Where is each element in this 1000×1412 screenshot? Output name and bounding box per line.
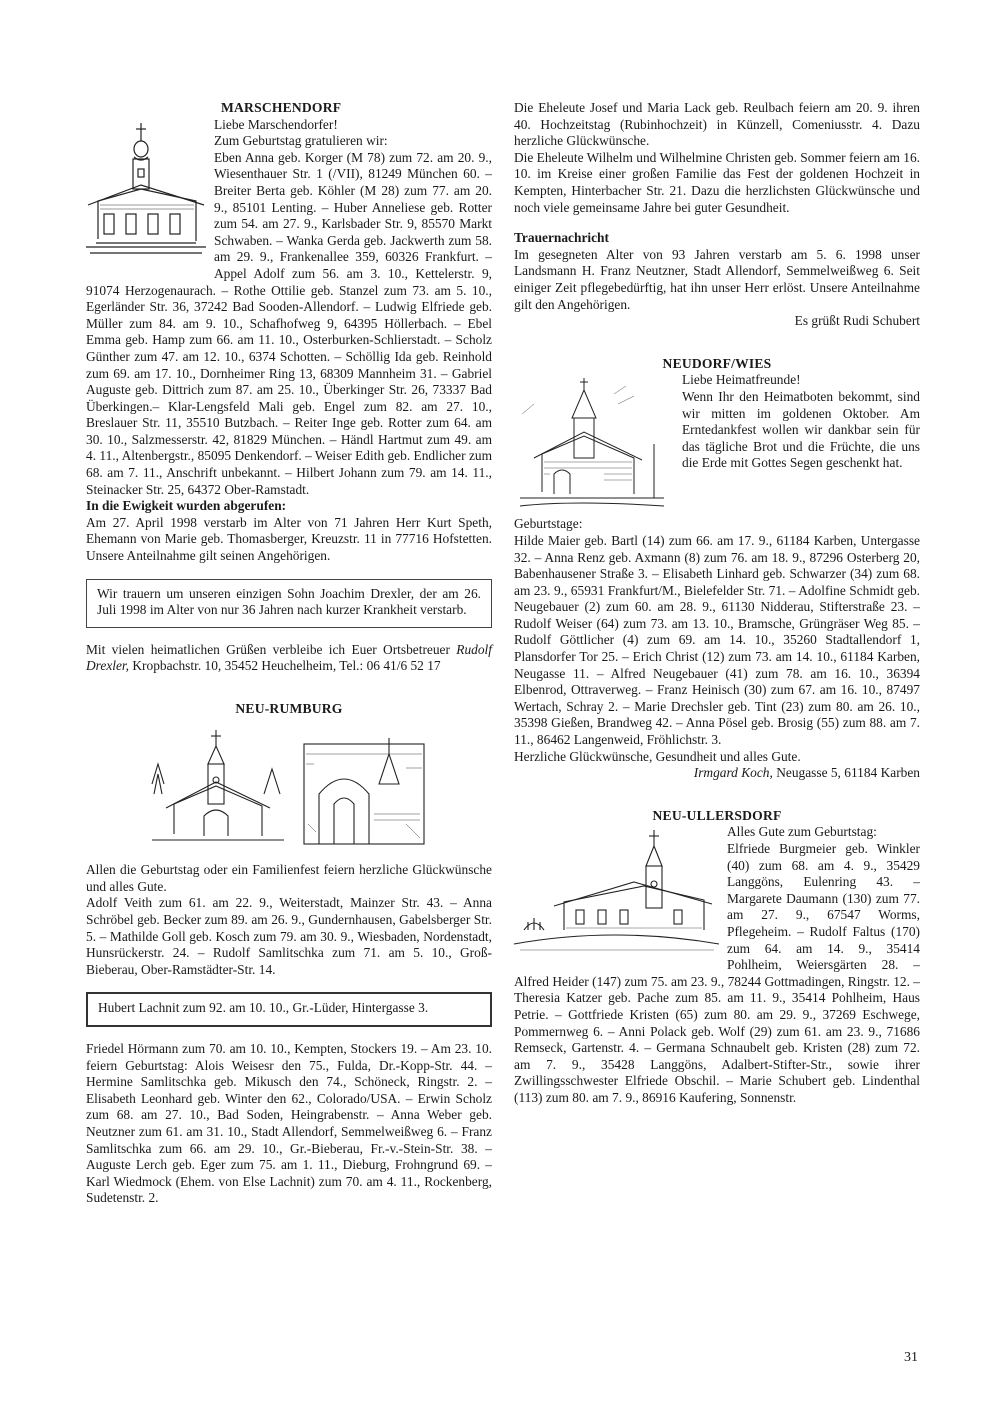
left-column: [86, 100, 493, 1206]
closing-name: Rudolf Drexler,: [86, 641, 493, 674]
obituary-heading: Trauernachricht: [514, 230, 609, 246]
eternity-text: Am 27. April 1998 verstarb im Alter von 71 Jahren Herr Kurt Speth, Ehemann von Marie geb. Thomasberger, Kreuzstr. 11 in 77716 Hofstetten. Unsere Anteilnahme gilt seinen Angehörigen.: [86, 514, 492, 564]
right-column: [514, 100, 920, 1107]
church-illustration-neu-rumburg: [86, 724, 492, 859]
mourning-box: [86, 579, 492, 628]
neu-rumburg-couple1: Die Eheleute Josef und Maria Lack geb. Reulbach feiern am 20. 9. ihren 40. Hochzeitstag (Rubinhochzeit) in Künzell, Comeniusstr. 4. Dazu herzliche Glückwünsche.: [514, 100, 920, 149]
section-title-neudorf-wies: NEUDORF/WIES: [662, 355, 772, 371]
church-illustration-marschendorf: [86, 119, 206, 269]
section-title-neu-rumburg: NEU-RUMBURG: [235, 701, 343, 716]
marschendorf-closing: [86, 642, 492, 675]
mourning-box-text: Wir trauern um unseren einzigen Sohn Joachim Drexler, der am 26. Juli 1998 im Alter von nur 36 Jahren nach kurzer Krankheit verstarb.: [97, 585, 481, 618]
neudorf-signature-name: Irmgard Koch,: [693, 765, 773, 781]
neudorf-greeting: Liebe Heimatfreunde!: [682, 372, 801, 388]
neudorf-signature: [514, 765, 920, 782]
marschendorf-intro: Zum Geburtstag gratulieren wir:: [214, 133, 388, 149]
page-number: 31: [904, 1350, 918, 1365]
eternity-heading: In die Ewigkeit wurden abgerufen:: [86, 498, 287, 514]
neu-rumburg-couple2: Die Eheleute Wilhelm und Wilhelmine Christen geb. Sommer feiern am 16. 10. im Kreise einer großen Familie das Fest der goldenen Hochzeit in Kempten, Hinterbacher Str. 21. Dazu die herzlichsten Glückwünsche und noch viele gemeinsame Jahre bei guter Gesundheit.: [514, 149, 921, 215]
neu-ullersdorf-intro: Alles Gute zum Geburtstag:: [727, 824, 877, 840]
obituary-text: Im gesegneten Alter von 93 Jahren verstarb am 5. 6. 1998 unser Landsmann H. Franz Neutzner, Stadt Allendorf, Semmelweißweg 6. Seit einiger Zeit pflegebedürftig, hat ihn unser Herr erlöst. Unsere Anteilnahme gilt den Angehörigen.: [514, 246, 920, 312]
neudorf-birthdays-heading: Geburtstage:: [514, 516, 583, 532]
rumburg-signature: Es grüßt Rudi Schubert: [794, 313, 920, 329]
section-title-neu-ullersdorf: NEU-ULLERSDORF: [652, 807, 782, 823]
closing-address: Kropbachstr. 10, 35452 Heuchelheim, Tel.: 06 41/6 52 17: [132, 658, 441, 674]
section-title-marschendorf: MARSCHENDORF: [221, 100, 342, 115]
neudorf-closing: Herzliche Glückwünsche, Gesundheit und alles Gute.: [514, 748, 801, 764]
marschendorf-greeting: Liebe Marschendorfer!: [214, 116, 338, 132]
marschendorf-birthdays: Eben Anna geb. Korger (M 78) zum 72. am 20. 9., Wiesenthauer Str. 1 (/VII), 81249 München 60. – Breiter Berta geb. Köhler (M 28) zum 77. am 20. 9., 85101 Lenting. – Huber Anneliese geb. Rotter zum 54. am 27. 9., Karlsbader Str. 9, 85570 Markt Schwaben. – Wanka Gerda geb. Jackwerth zum 58. am 29. 9., Frankenallee 359, 60326 Frankfurt. – Appel Adolf zum 56. am 3. 10., Kettelerstr. 9, 91074 Herzogenaurach. – Rothe Ottilie geb. Stanzel zum 73. am 5. 10., Egerländer Str. 36, 37242 Bad Sooden-Allendorf. – Ludwig Elfriede geb. Müller zum 84. am 9. 10., Schafhofweg 9, 64395 Höllerbach. – Ebel Emma geb. Hamp zum 66. am 11. 10., Osterburken-Schlierstadt. – Scholz Günther zum 47. am 12. 10., 6374 Schotten. – Schöllig Ida geb. Reinhold zum 69. am 17. 10., Dornheimer Ring 13, 68309 Mannheim 31. – Gabriel Auguste geb. Dittrich zum 87. am 25. 10., Überkinger Str. 26, 73337 Bad Überkingen.– Klar-Lengsfeld Mali geb. Engel zum 82. am 27. 10., Breslauer Str. 11, 35510 Butzbach. – Reiter Inge geb. Rotter zum 64. am 30. 10., Salzmesserstr. 42, 81829 München. – Händl Hartmut zum 49. am 4. 11., Altenbergstr., 85095 Denkendorf. – Weiser Edith geb. Endlicher zum 68. am 7. 11., Anschrift unbekannt. – Hilbert Johann zum 79. am 14. 11., Steinacker Str. 25, 64372 Ober-Ramstadt.: [86, 149, 492, 497]
church-illustration-neudorf: [514, 374, 674, 514]
neu-rumburg-intro: Allen die Geburtstag oder ein Familienfest feiern herzliche Glückwünsche und alles Gute.: [86, 862, 492, 894]
neudorf-intro: Wenn Ihr den Heimatboten bekommt, sind wir mitten im goldenen Oktober. Am Erntedankfest wollen wir dankbar sein für das tägliche Brot und die Früchte, die uns die Erde mit Gottes Segen geschenkt hat.: [682, 388, 920, 471]
neu-rumburg-more-birthdays: Friedel Hörmann zum 70. am 10. 10., Kempten, Stockers 19. – Am 23. 10. feiern Geburtstag: Alois Weisesr den 75., Fulda, Dr.-Kopp-Str. 44. – Hermine Samlitschka geb. Mikusch den 74., Schöneck, Ringstr. 2. – Elisabeth Leonhard geb. Winter den 62., Colorado/USA. – Erwin Scholz zum 68. am 27. 10., Bad Soden, Heingrabenstr. – Anna Weber geb. Neutzner zum 61. am 31. 10., Stadt Allendorf, Semmelweißweg 6. – Franz Samlitschka zum 66. am 29. 10., Gr.-Bieberau, Fr.-v.-Stein-Str. 38. – Auguste Lerch geb. Eger zum 75. am 1. 11., Dieburg, Frohngrund 69. – Karl Wiedmock (Ehem. von Else Lachnit) zum 70. am 4. 11., Rockenberg, Sudetenstr. 2.: [86, 1040, 492, 1206]
closing-text: Mit vielen heimatlichen Grüßen verbleibe ich Euer Ortsbetreuer: [86, 641, 450, 657]
lachnit-box: [86, 992, 492, 1027]
neudorf-signature-address: Neugasse 5, 61184 Karben: [776, 765, 920, 781]
neudorf-birthdays: Hilde Maier geb. Bartl (14) zum 66. am 17. 9., 61184 Karben, Untergasse 32. – Anna Renz geb. Axmann (8) zum 76. am 18. 9., 87296 Osterberg 20, Babenhausener Straße 3. – Elisabeth Linhard geb. Schwarzer (34) zum 68. am 23. 9., 65931 Frankfurt/M., Bielefelder Str. 71. – Adolfine Schmidt geb. Neugebauer (2) zum 60. am 28. 9., 61130 Nidderau, Stifterstraße 23. – Rudolf Weiser (64) zum 73. am 13. 10., Bramsche, Grüngräser Weg 85. – Rudolf Göttlicher (4) zum 69. am 14. 10., 35260 Stadtallendorf 1, Plansdorfer Tor 25. – Erich Christ (12) zum 73. am 14. 10., 61184 Karben, Neugasse 11. – Alfred Neugebauer (41) zum 78. am 16. 10., 36394 Elbenrod, Ottraverweg. – Franz Heinisch (30) zum 67. am 16. 10., 87497 Wertach, Schray 2. – Marie Drechsler geb. Tint (23) zum 80. am 26. 10., 35398 Gießen, Brandweg 42. – Anna Pösel geb. Brosig (55) zum 88. am 7. 11., 86462 Langenweid, Fröhlichstr. 3.: [514, 532, 920, 748]
neu-rumburg-birthdays: Adolf Veith zum 61. am 22. 9., Weiterstadt, Mainzer Str. 43. – Anna Schröbel geb. Becker zum 89. am 26. 9., Gundernhausen, Gabelsberger Str. 5. – Mathilde Goll geb. Kosch zum 79. am 30. 9., Wiesbaden, Nordenstadt, Hunsrückerstr. 24. – Rudolf Samlitschka zum 71. am 5. 10., Groß-Bieberau, Ober-Ramstädter-Str. 14.: [86, 895, 492, 977]
neu-ullersdorf-birthdays: Elfriede Burgmeier geb. Winkler (40) zum 68. am 4. 9., 35429 Langgöns, Eulenring 43. – Margarete Daumann (130) zum 77. am 27. 9., 67547 Worms, Pflegeheim. – Rudolf Faltus (170) zum 64. am 14. 9., 35414 Pohlheim, Weiersgärten 28. – Alfred Heider (147) zum 75. am 23. 9., 78244 Gottmadingen, Ringstr. 12. – Theresia Katzer geb. Pache zum 85. am 11. 9., 35414 Pohlheim, Haus Petrie. – Gottfriede Kristen (65) zum 80. am 29. 9., 37269 Eschwege, Pommernweg 6. – Anni Polack geb. Wolf (29) zum 61. am 23. 9., 71686 Remseck, Gartenstr. 4. – Germana Schnaubelt geb. Kristen (28) zum 72. am 7. 9., 35428 Langgöns, Adalbert-Stifter-Str., sowie ihrer Zwillingsschwester Elfriede Obschil. – Marie Schubert geb. Lindenthal (113) zum 80. am 7. 9., 86916 Kaufering, Sonnenstr.: [514, 841, 920, 1105]
church-illustration-neu-ullersdorf: [514, 826, 719, 956]
lachnit-box-text: Hubert Lachnit zum 92. am 10. 10., Gr.-Lüder, Hintergasse 3.: [98, 1000, 429, 1016]
